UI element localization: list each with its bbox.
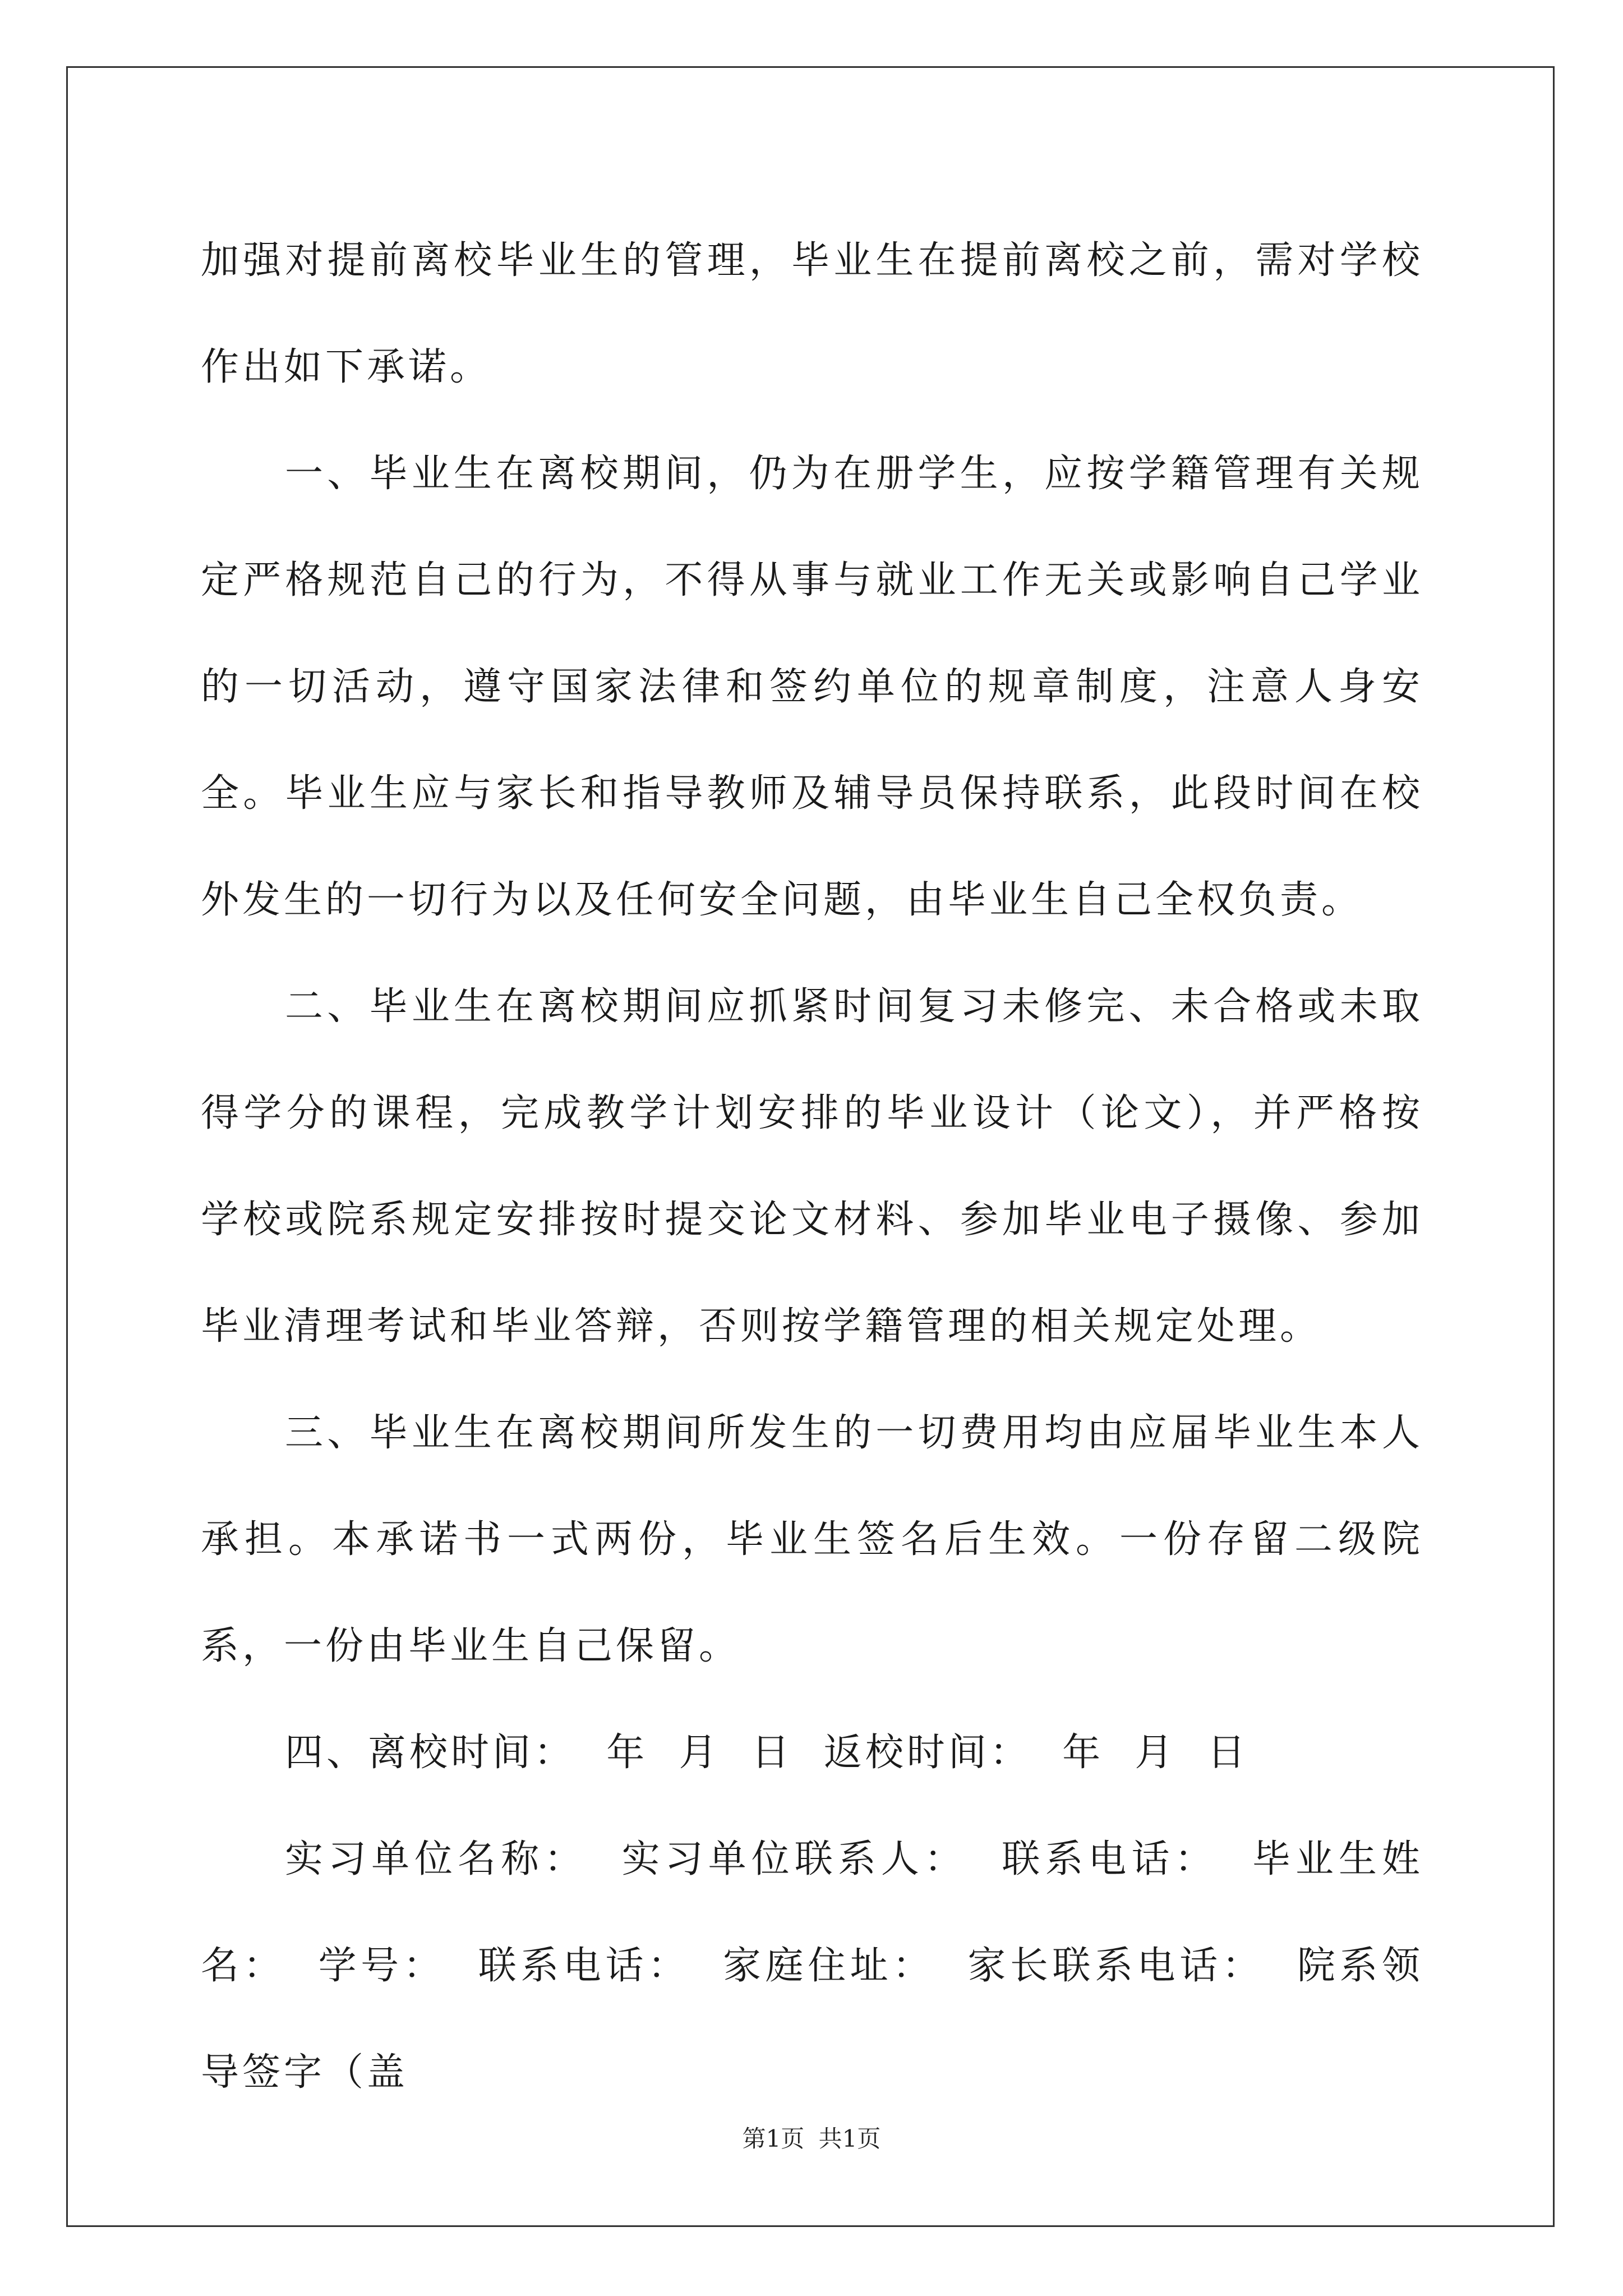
paragraph-clause-3: 三、毕业生在离校期间所发生的一切费用均由应届毕业生本人承担。本承诺书一式两份，毕业生签名后生效。一份存留二级院系，一份由毕业生自己保留。 [201, 1411, 1423, 1668]
paragraph-clause-2: 二、毕业生在离校期间应抓紧时间复习未修完、未合格或未取得学分的课程，完成教学计划安排的毕业设计（论文），并严格按学校或院系规定安排按时提交论文材料、参加毕业电子摄像、参加毕业清理考试和毕业答辩，否则按学籍管理的相关规定处理。 [201, 984, 1423, 1349]
paragraph-clause-1: 一、毕业生在离校期间，仍为在册学生，应按学籍管理有关规定严格规范自己的行为，不得从事与就业工作无关或影响自己学业的一切活动，遵守国家法律和签约单位的规章制度，注意人身安全。毕业生应与家长和指导教师及辅导员保持联系，此段时间在校外发生的一切行为以及任何安全问题，由毕业生自己全权负责。 [201, 452, 1423, 922]
paragraph-contact-fields: 实习单位名称： 实习单位联系人： 联系电话： 毕业生姓名： 学号： 联系电话： 家庭住址： 家长联系电话： 院系领导签字（盖 [201, 1837, 1423, 2095]
page-number: 第1页 [742, 2125, 805, 2152]
paragraph-clause-4-dates: 四、离校时间： 年 月 日 返校时间： 年 月 日 [285, 1731, 1249, 1775]
page-total: 共1页 [818, 2125, 881, 2152]
page-footer [0, 2120, 1623, 2154]
document-body [201, 208, 1423, 2126]
paragraph-intro: 加强对提前离校毕业生的管理，毕业生在提前离校之前，需对学校作出如下承诺。 [201, 238, 1423, 389]
